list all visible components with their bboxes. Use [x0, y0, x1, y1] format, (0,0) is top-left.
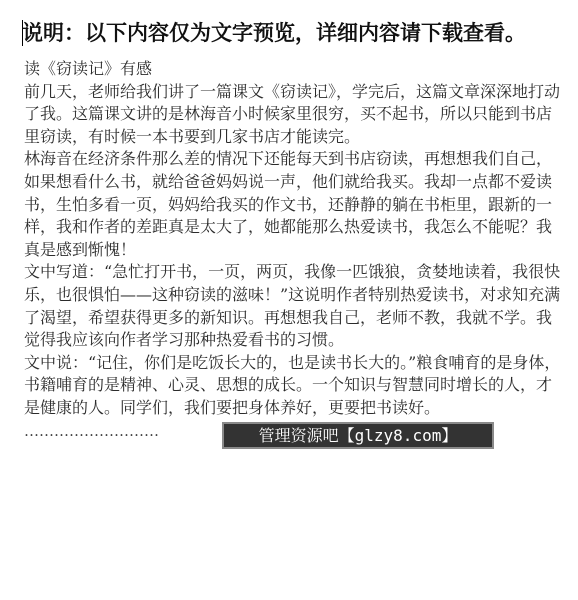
- essay-paragraph-4: 文中说：“记住，你们是吃饭长大的，也是读书长大的。”粮食哺育的是身体，书籍哺育的是精神、心灵、思想的成长。一个知识与智慧同时增长的人，才是健康的人。同学们，我们要把身体养好，更要把书读好。: [24, 352, 561, 417]
- essay-paragraph-3: 文中写道：“急忙打开书，一页，两页，我像一匹饿狼，贪婪地读着，我很快乐，也很惧怕——这种窃读的滋味！”这说明作者特别热爱读书，对求知充满了渴望，希望获得更多的新知识。再想想我自己，老师不教，我就不学。我觉得我应该向作者学习那种热爱看书的习惯。: [24, 262, 561, 350]
- essay-paragraph-1: 前几天，老师给我们讲了一篇课文《窃读记》，学完后，这篇文章深深地打动了我。这篇课文讲的是林海音小时候家里很穷，买不起书，所以只能到书店里窃读，有时候一本书要到几家书店才能读完。: [24, 81, 561, 146]
- essay-body: [24, 58, 564, 442]
- preview-notice: 说明：以下内容仅为文字预览，详细内容请下载查看。: [22, 20, 526, 45]
- essay-title: 读《窃读记》有感: [24, 59, 153, 78]
- ellipsis-line: ………………………: [24, 421, 159, 440]
- essay-paragraph-2: 林海音在经济条件那么差的情况下还能每天到书店窃读，再想想我们自己，如果想看什么书，就给爸爸妈妈说一声，他们就给我买。我却一点都不爱读书，生怕多看一页，妈妈给我买的作文书，还静静的躺在书柜里，跟新的一样，我和作者的差距真是太大了，她都能那么热爱读书，我怎么不能呢？我真是感到惭愧！: [24, 149, 553, 259]
- watermark-banner: 管理资源吧【glzy8.com】: [222, 422, 494, 449]
